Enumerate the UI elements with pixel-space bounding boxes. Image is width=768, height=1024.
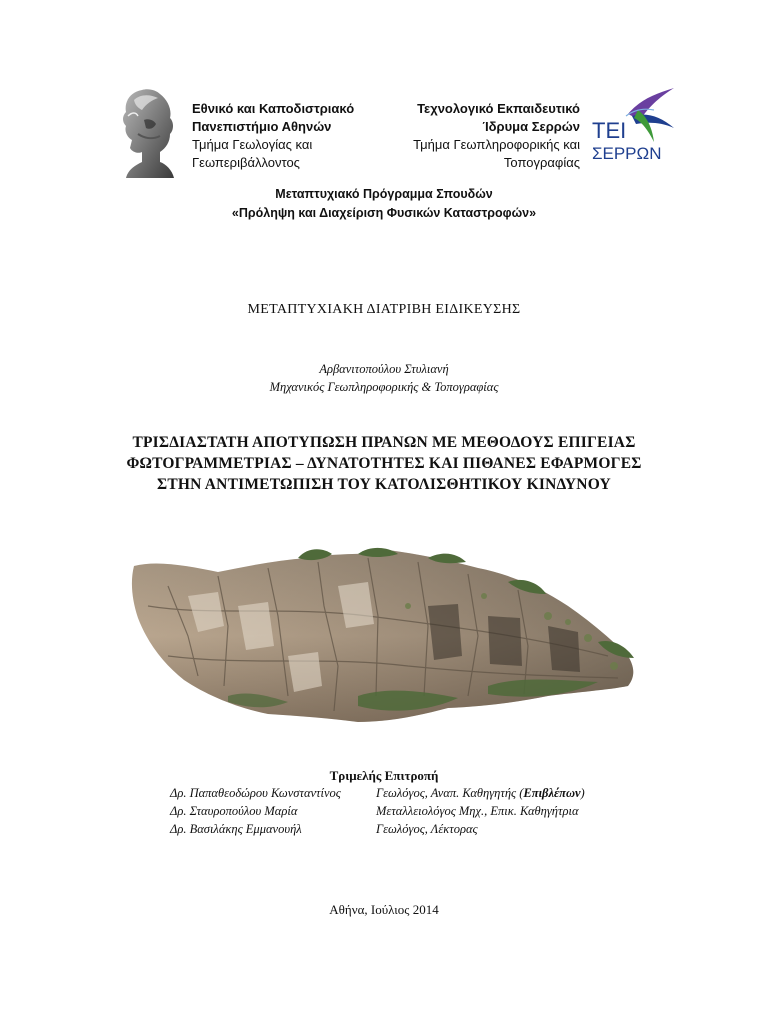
institute-department-line1: Τμήμα Γεωπληροφορικής και [413, 137, 580, 152]
thesis-title [60, 432, 708, 495]
member-role: Γεωλόγος, Αναπ. Καθηγητής (Επιβλέπων) [376, 786, 585, 800]
department-line2: Γεωπεριβάλλοντος [192, 155, 300, 170]
university-name-line2: Πανεπιστήμιο Αθηνών [192, 119, 332, 134]
tei-logo-text-bottom: ΣΕΡΡΩΝ [592, 144, 662, 163]
program-line2: «Πρόληψη και Διαχείριση Φυσικών Καταστροφών» [231, 206, 537, 220]
university-name-line1: Εθνικό και Καποδιστριακό [192, 101, 355, 116]
thesis-type: ΜΕΤΑΠΤΥΧΙΑΚΗ ΔΙΑΤΡΙΒΗ ΕΙΔΙΚΕΥΣΗΣ [247, 302, 521, 317]
institute-block [380, 100, 580, 172]
department-line1: Τμήμα Γεωλογίας και [192, 137, 313, 152]
title-line2: ΦΩΤΟΓΡΑΜΜΕΤΡΙΑΣ – ΔΥΝΑΤΟΤΗΤΕΣ ΚΑΙ ΠΙΘΑΝΕΣ ΕΦΑΡΜΟΓΕΣ [126, 455, 642, 472]
member-role: Μεταλλειολόγος Μηχ., Επικ. Καθηγήτρια [376, 804, 579, 818]
author-title: Μηχανικός Γεωπληροφορικής & Τοπογραφίας [269, 380, 499, 394]
title-line1: ΤΡΙΣΔΙΑΣΤΑΤΗ ΑΠΟΤΥΠΩΣΗ ΠΡΑΝΩΝ ΜΕ ΜΕΘΟΔΟΥΣ ΕΠΙΓΕΙΑΣ [132, 434, 636, 451]
rock-slope-3d-model-icon [128, 546, 640, 730]
institute-name-line1: Τεχνολογικό Εκπαιδευτικό [417, 101, 580, 116]
committee-member-2 [170, 804, 650, 822]
program-heading [0, 185, 768, 223]
committee-member-3 [170, 822, 650, 840]
committee-heading: Τριμελής Επιτροπή [329, 768, 439, 783]
tei-serron-logo-icon [588, 86, 680, 166]
member-name: Δρ. Σταυροπούλου Μαρία [170, 804, 298, 818]
place-date: Αθήνα, Ιούλιος 2014 [329, 902, 439, 917]
institute-name-line2: Ίδρυμα Σερρών [482, 119, 580, 134]
athena-head-icon [120, 86, 176, 178]
tei-logo-text-top: ΤΕΙ [592, 118, 627, 143]
member-name: Δρ. Παπαθεοδώρου Κωνσταντίνος [170, 786, 341, 800]
author-block [0, 360, 768, 396]
program-line1: Μεταπτυχιακό Πρόγραμμα Σπουδών [275, 187, 493, 201]
author-name: Αρβανιτοπούλου Στυλιανή [319, 362, 449, 376]
member-role: Γεωλόγος, Λέκτορας [376, 822, 478, 836]
university-block [192, 100, 392, 172]
title-line3: ΣΤΗΝ ΑΝΤΙΜΕΤΩΠΙΣΗ ΤΟΥ ΚΑΤΟΛΙΣΘΗΤΙΚΟΥ ΚΙΝΔΥΝΟΥ [157, 476, 611, 493]
member-name: Δρ. Βασιλάκης Εμμανουήλ [170, 822, 302, 836]
institute-department-line2: Τοπογραφίας [503, 155, 580, 170]
committee-member-1 [170, 786, 650, 804]
supervisor-label: Επιβλέπων [523, 786, 581, 800]
